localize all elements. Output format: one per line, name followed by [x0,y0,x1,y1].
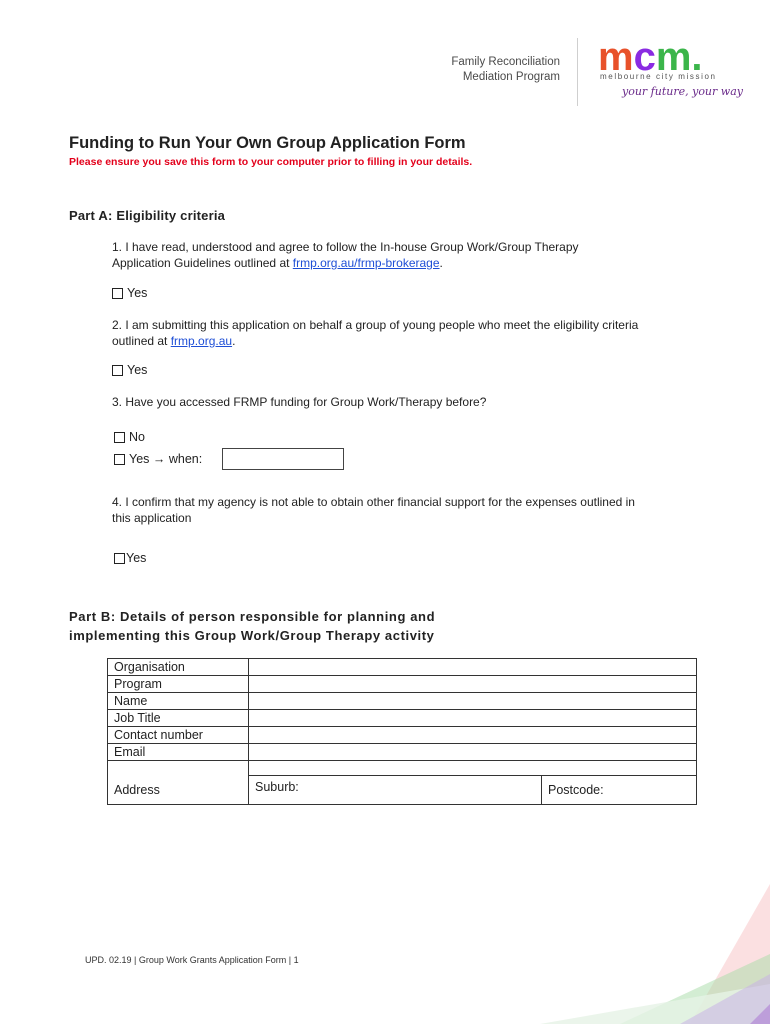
row-label: Job Title [108,710,249,727]
question-2-prefix: outlined at [112,334,171,348]
table-row [108,710,697,727]
q4-yes-label: Yes [126,551,147,565]
suburb-field[interactable]: Suburb: [249,776,542,805]
part-b-heading-line1: Part B: Details of person responsible for planning and [69,609,436,624]
table-row [108,693,697,710]
question-2 [112,317,638,349]
program-name-line2: Mediation Program [462,71,560,83]
checkbox-icon[interactable] [114,454,125,465]
contact-number-field[interactable] [249,727,697,744]
table-row [108,676,697,693]
when-input[interactable] [222,448,344,470]
question-1 [112,239,579,271]
logo-tagline: your future, your way [622,85,743,98]
q1-yes-checkbox[interactable] [112,286,147,300]
question-2-line1: 2. I am submitting this application on behalf a group of young people who meet the eligibility criteria [112,318,639,332]
q3-yes-checkbox[interactable] [114,452,202,466]
footer-text: UPD. 02.19 | Group Work Grants Application Form | 1 [85,955,299,965]
program-name [400,55,560,85]
part-b-heading [69,607,435,645]
question-1-line2 [112,255,579,271]
program-name-line1: Family Reconciliation [451,56,560,68]
form-title: Funding to Run Your Own Group Application Form [69,134,466,152]
brokerage-link[interactable]: frmp.org.au/frmp-brokerage [292,256,440,270]
email-field[interactable] [249,744,697,761]
row-label: Email [108,744,249,761]
question-1-prefix: Application Guidelines outlined at [112,256,293,270]
q4-yes-checkbox[interactable] [114,551,146,565]
row-label: Contact number [108,727,249,744]
job-title-field[interactable] [249,710,697,727]
q3-no-label: No [129,430,145,444]
logo-subtitle: melbourne city mission [600,72,717,81]
name-field[interactable] [249,693,697,710]
q3-no-checkbox[interactable] [114,430,145,444]
q3-yes-label: Yes → when: [129,452,203,466]
checkbox-icon[interactable] [112,288,123,299]
row-label: Name [108,693,249,710]
frmp-link[interactable]: frmp.org.au [170,334,233,348]
address-label: Address [108,761,249,805]
question-2-line2 [112,333,638,349]
row-label: Organisation [108,659,249,676]
q2-yes-label: Yes [127,363,148,377]
q1-yes-label: Yes [127,286,148,300]
postcode-field[interactable]: Postcode: [542,776,697,805]
question-4-line2: this application [112,511,192,525]
decorative-corner-art [440,884,770,1024]
table-row [108,727,697,744]
question-4 [112,494,635,526]
question-3: 3. Have you accessed FRMP funding for Group Work/Therapy before? [112,395,487,409]
table-row [108,761,697,776]
part-a-heading: Part A: Eligibility criteria [69,208,226,223]
question-4-line1: 4. I confirm that my agency is not able to obtain other financial support for the expenses outlined in [112,495,635,509]
question-2-suffix: . [232,334,236,348]
part-b-heading-line2: implementing this Group Work/Group Therapy activity [69,628,435,643]
address-field[interactable] [249,761,697,776]
q2-yes-checkbox[interactable] [112,363,147,377]
table-row [108,744,697,761]
question-1-line1: 1. I have read, understood and agree to follow the In-house Group Work/Group Therapy [112,240,579,254]
question-1-suffix: . [439,256,443,270]
header-divider [577,38,578,106]
details-table [107,658,697,805]
organisation-field[interactable] [249,659,697,676]
program-field[interactable] [249,676,697,693]
svg-text:mcm.: mcm. [598,40,703,79]
form-notice: Please ensure you save this form to your computer prior to filling in your details. [69,156,473,168]
table-row [108,659,697,676]
checkbox-icon[interactable] [114,432,125,443]
mcm-logo [598,40,743,108]
checkbox-icon[interactable] [114,553,125,564]
row-label: Program [108,676,249,693]
checkbox-icon[interactable] [112,365,123,376]
